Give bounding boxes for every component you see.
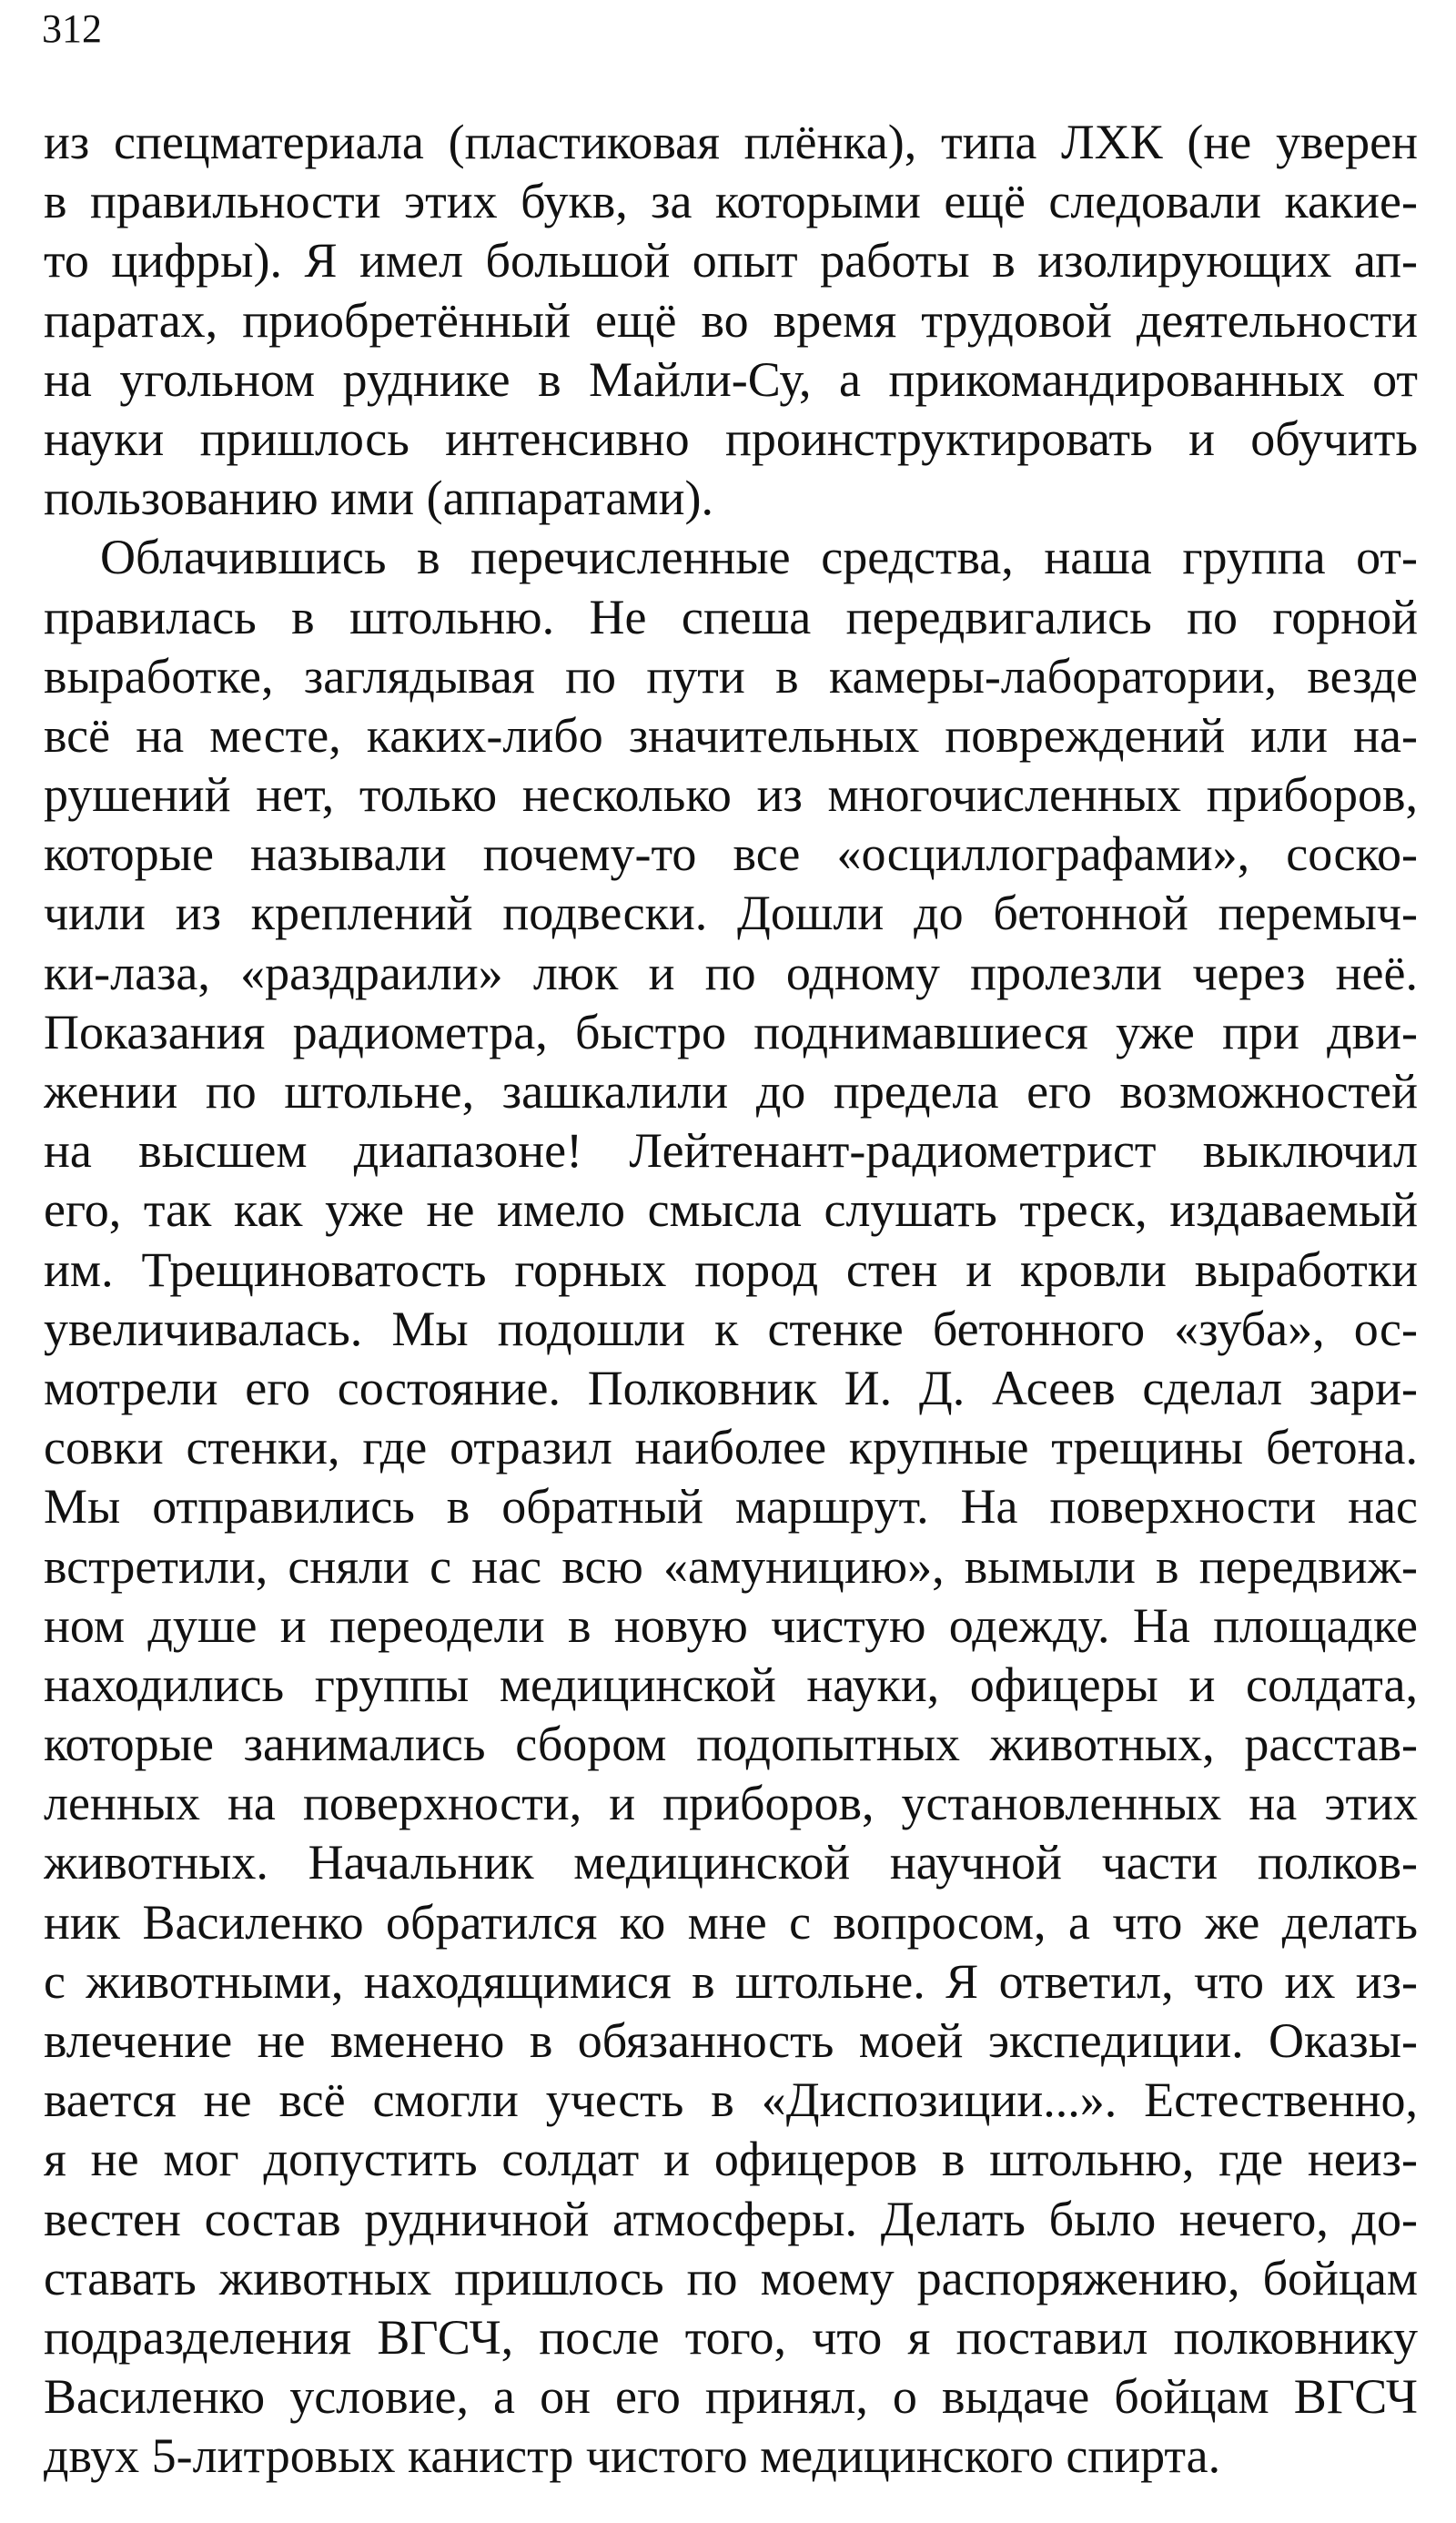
text-line: правилась в штольню. Не спеша передвигались по горной (44, 589, 1418, 644)
body-text (44, 113, 1418, 2487)
text-line: им. Трещиноватость горных пород стен и кровли выработки (44, 1241, 1418, 1297)
text-line: на высшем диапазоне! Лейтенант-радиометрист выключил (44, 1123, 1418, 1179)
text-line: животных. Начальник медицинской научной части полков- (44, 1835, 1418, 1890)
text-line: я не мог допустить солдат и офицеров в штольню, где неиз- (44, 2132, 1418, 2187)
text-line: на угольном руднике в Майли-Су, а прикомандированных от (44, 351, 1418, 407)
text-line: Облачившись в перечисленные средства, наша группа от- (100, 530, 1418, 585)
text-line: жении по штольне, зашкалили до предела его возможностей (44, 1064, 1418, 1119)
text-line: из спецматериала (пластиковая плёнка), типа ЛХК (не уверен (44, 115, 1418, 169)
paragraph (44, 113, 1418, 528)
text-line: ник Василенко обратился ко мне с вопросом, а что же делать (44, 1894, 1418, 1950)
text-line: подразделения ВГСЧ, после того, что я поставил полковнику (44, 2309, 1418, 2365)
text-line: ленных на поверхности, и приборов, установленных на этих (44, 1776, 1418, 1831)
text-line: ки-лаза, «раздраили» люк и по одному пролезли через неё. (44, 945, 1418, 1000)
text-line: выработке, заглядывая по пути в камеры-лаборатории, везде (44, 648, 1418, 704)
text-line: совки стенки, где отразил наиболее крупные трещины бетона. (44, 1420, 1418, 1475)
text-line: рушений нет, только несколько из многочисленных приборов, (44, 767, 1418, 823)
text-line: пользованию ими (аппаратами). (44, 471, 713, 526)
text-line: то цифры). Я имел большой опыт работы в изолирующих ап- (44, 233, 1418, 289)
text-line: вается не всё смогли учесть в «Диспозиции...». Естественно, (44, 2072, 1418, 2128)
text-line: ставать животных пришлось по моему распоряжению, бойцам (44, 2250, 1418, 2305)
text-line: ном душе и переодели в новую чистую одежду. На площадке (44, 1597, 1418, 1653)
text-line: всё на месте, каких-либо значительных повреждений или на- (44, 707, 1418, 763)
page-number: 312 (42, 6, 102, 51)
text-line: которые называли почему-то все «осциллографами», соско- (44, 826, 1418, 882)
text-line: чили из креплений подвески. Дошли до бетонной перемыч- (44, 886, 1418, 941)
text-line: двух 5-литровых канистр чистого медицинского спирта. (44, 2428, 1221, 2484)
text-line: с животными, находящимися в штольне. Я ответил, что их из- (44, 1953, 1418, 2009)
text-line: Мы отправились в обратный маршрут. На поверхности нас (44, 1479, 1418, 1535)
text-line: вестен состав рудничной атмосферы. Делать было нечего, до- (44, 2191, 1418, 2246)
text-line: Показания радиометра, быстро поднимавшиеся уже при дви- (44, 1004, 1418, 1059)
text-line: в правильности этих букв, за которыми ещё следовали какие- (44, 174, 1418, 229)
text-line: встретили, сняли с нас всю «амуницию», вымыли в передвиж- (44, 1538, 1418, 1594)
text-line: увеличивалась. Мы подошли к стенке бетонного «зуба», ос- (44, 1301, 1418, 1356)
text-line: науки пришлось интенсивно проинструктировать и обучить (44, 410, 1418, 466)
paragraph (44, 528, 1418, 2486)
text-line: Василенко условие, а он его принял, о выдаче бойцам ВГСЧ (44, 2369, 1418, 2425)
text-line: находились группы медицинской науки, офицеры и солдата, (44, 1657, 1418, 1712)
text-line: паратах, приобретённый ещё во время трудовой деятельности (44, 292, 1418, 348)
text-line: мотрели его состояние. Полковник И. Д. Асеев сделал зари- (44, 1360, 1418, 1415)
text-line: влечение не вменено в обязанность моей экспедиции. Оказы- (44, 2013, 1418, 2068)
text-line: его, так как уже не имело смысла слушать треск, издаваемый (44, 1182, 1418, 1238)
text-line: которые занимались сбором подопытных животных, расстав- (44, 1717, 1418, 1772)
